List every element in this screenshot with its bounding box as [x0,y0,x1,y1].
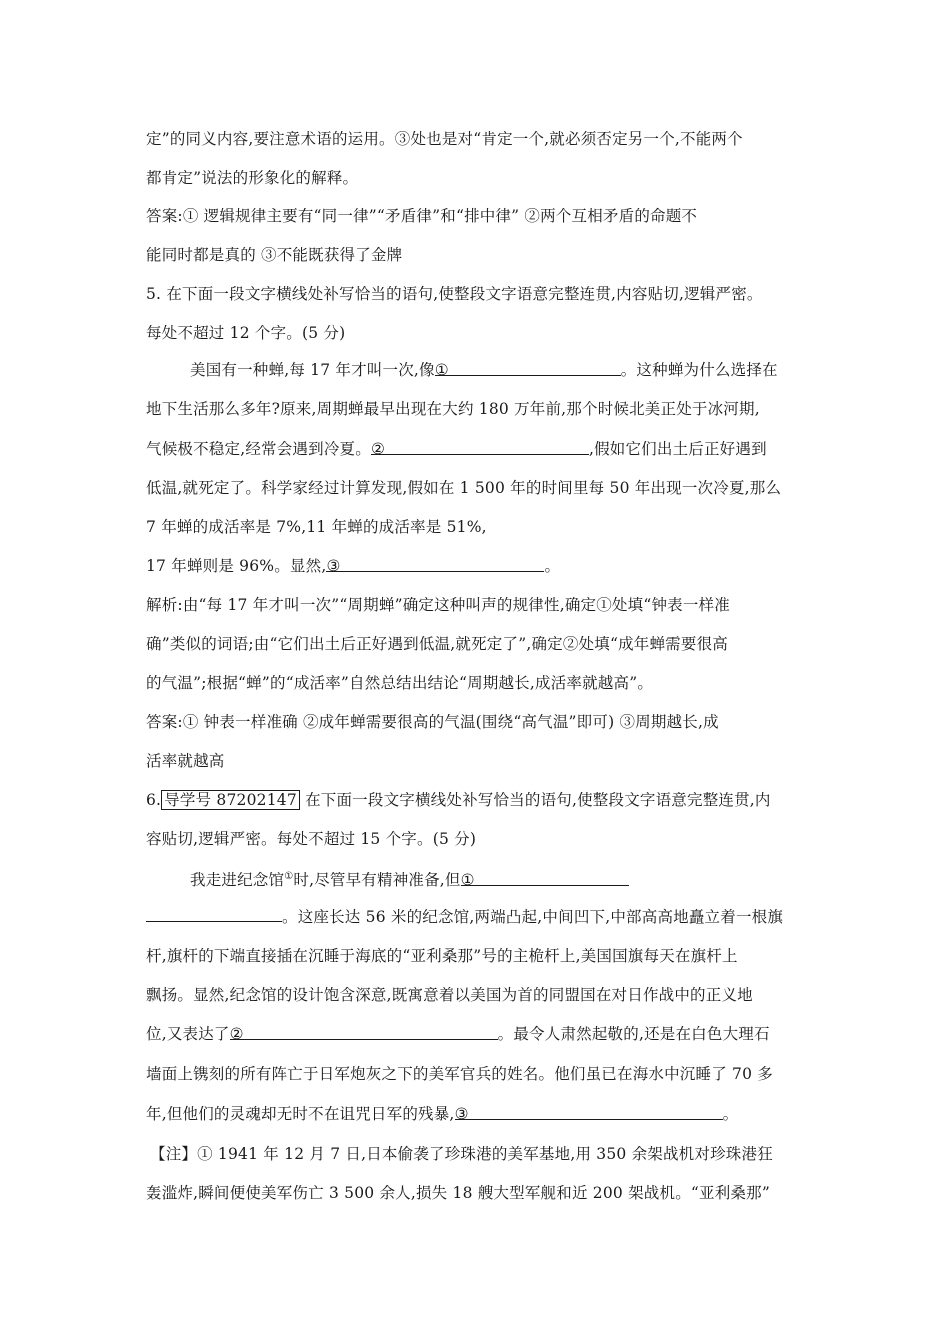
q5-analysis-line-1: 解析:由“每 17 年才叫一次”“周期蝉”确定这种叫声的规律性,确定①处填“钟表一样准 [146,596,730,614]
q6-text: 时,尽管早有精神准备,但 [293,871,461,890]
q6-prompt-line-1 [146,789,804,811]
q5-text: 17 年蝉则是 96%。显然, [146,557,327,575]
prev-explanation-line-2: 都肯定”说法的形象化的解释。 [146,169,359,187]
q5-passage-line-1 [190,359,804,381]
q5-analysis-line-3: 的气温”;根据“蝉”的“成活率”自然总结出结论“周期越长,成活率就越高”。 [146,674,654,692]
q5-analysis-line-2: 确”类似的词语;由“它们出土后正好遇到低温,就死定了”,确定②处填“成年蝉需要很高 [146,635,728,653]
q6-passage-line-4: 飘扬。显然,纪念馆的设计饱含深意,既寓意着以美国为首的同盟国在对日作战中的正义地 [146,986,753,1004]
q6-text: 我走进纪念馆 [190,871,285,890]
q6-blank-2[interactable] [229,1023,498,1043]
q6-text: 在下面一段文字横线处补写恰当的语句,使整段文字语意完整连贯,内 [305,791,771,809]
q5-answer-line-1: 答案:① 钟表一样准确 ②成年蝉需要很高的气温(围绕“高气温”即可) ③周期越长,成 [146,713,719,731]
q6-prompt-line-2: 容贴切,逻辑严密。每处不超过 15 个字。(5 分) [146,830,477,848]
q6-passage-line-3: 杆,旗杆的下端直接插在沉睡于海底的“亚利桑那”号的主桅杆上,美国国旗每天在旗杆上 [146,947,738,965]
q6-note-line-2: 轰滥炸,瞬间便使美军伤亡 3 500 余人,损失 18 艘大型军舰和近 200 架战机。“亚利桑那” [146,1184,770,1202]
footnote-marker: ① [284,871,294,882]
blank-marker: ③ [326,557,341,575]
q5-blank-3[interactable] [326,555,544,575]
q5-text: 。 [544,557,561,575]
study-id-box: 导学号 87202147 [161,790,300,810]
q5-text: 气候极不稳定,经常会遇到冷夏。 [146,440,371,458]
q6-blank-1-continued[interactable] [146,905,282,922]
q5-passage-line-6 [146,555,804,577]
q5-text: 。这种蝉为什么选择在 [620,361,778,379]
q5-blank-1[interactable] [434,359,621,379]
q6-note-line-1: 【注】① 1941 年 12 月 7 日,日本偷袭了珍珠港的美军基地,用 350 余架战机对珍珠港狂 [150,1145,773,1163]
q6-passage-line-7 [146,1103,804,1125]
q5-passage-line-2: 地下生活那么多年?原来,周期蝉最早出现在大约 180 万年前,那个时候北美正处于冰河期, [146,400,760,418]
blank-marker: ② [229,1025,244,1043]
q6-text: 位,又表达了 [146,1025,230,1043]
q6-text: 年,但他们的灵魂却无时不在诅咒日军的残暴, [146,1105,455,1123]
q5-text: ,假如它们出土后正好遇到 [588,440,767,458]
q5-passage-line-5: 7 年蝉的成活率是 7%,11 年蝉的成活率是 51%, [146,518,487,536]
q5-prompt-line-1: 5. 在下面一段文字横线处补写恰当的语句,使整段文字语意完整连贯,内容贴切,逻辑严密。 [146,285,763,303]
q5-passage-line-3 [146,438,804,460]
blank-marker: ① [460,871,475,890]
q6-text: 。 [722,1105,739,1123]
prev-explanation-line-1: 定”的同义内容,要注意术语的运用。③处也是对“肯定一个,就必须否定另一个,不能两个 [146,130,743,148]
blank-marker: ① [434,361,449,379]
q5-passage-line-4: 低温,就死定了。科学家经过计算发现,假如在 1 500 年的时间里每 50 年出现一次冷夏,那么 [146,479,782,497]
q5-text: 美国有一种蝉,每 17 年才叫一次,像 [190,361,435,379]
q6-number: 6. [146,791,162,809]
prev-answer-line-1: 答案:① 逻辑规律主要有“同一律”“矛盾律”和“排中律” ②两个互相矛盾的命题不 [146,207,698,225]
q6-passage-line-5 [146,1023,804,1045]
q6-blank-3[interactable] [454,1103,723,1123]
q5-blank-2[interactable] [370,438,589,458]
blank-marker: ② [370,440,386,458]
q6-passage-line-6: 墙面上镌刻的所有阵亡于日军炮灰之下的美军官兵的姓名。他们虽已在海水中沉睡了 70 多 [146,1065,773,1083]
blank-marker: ③ [454,1105,469,1123]
q5-prompt-line-2: 每处不超过 12 个字。(5 分) [146,324,346,342]
prev-answer-line-2: 能同时都是真的 ③不能既获得了金牌 [146,246,403,264]
q6-passage-line-1 [190,866,804,891]
q6-passage-line-2 [146,905,804,928]
q6-text: 。这座长达 56 米的纪念馆,两端凸起,中间凹下,中部高高地矗立着一根旗 [282,908,784,926]
q5-answer-line-2: 活率就越高 [146,752,225,770]
q6-text: 。最令人肃然起敬的,还是在白色大理石 [497,1025,770,1043]
q6-blank-1[interactable] [460,869,629,890]
